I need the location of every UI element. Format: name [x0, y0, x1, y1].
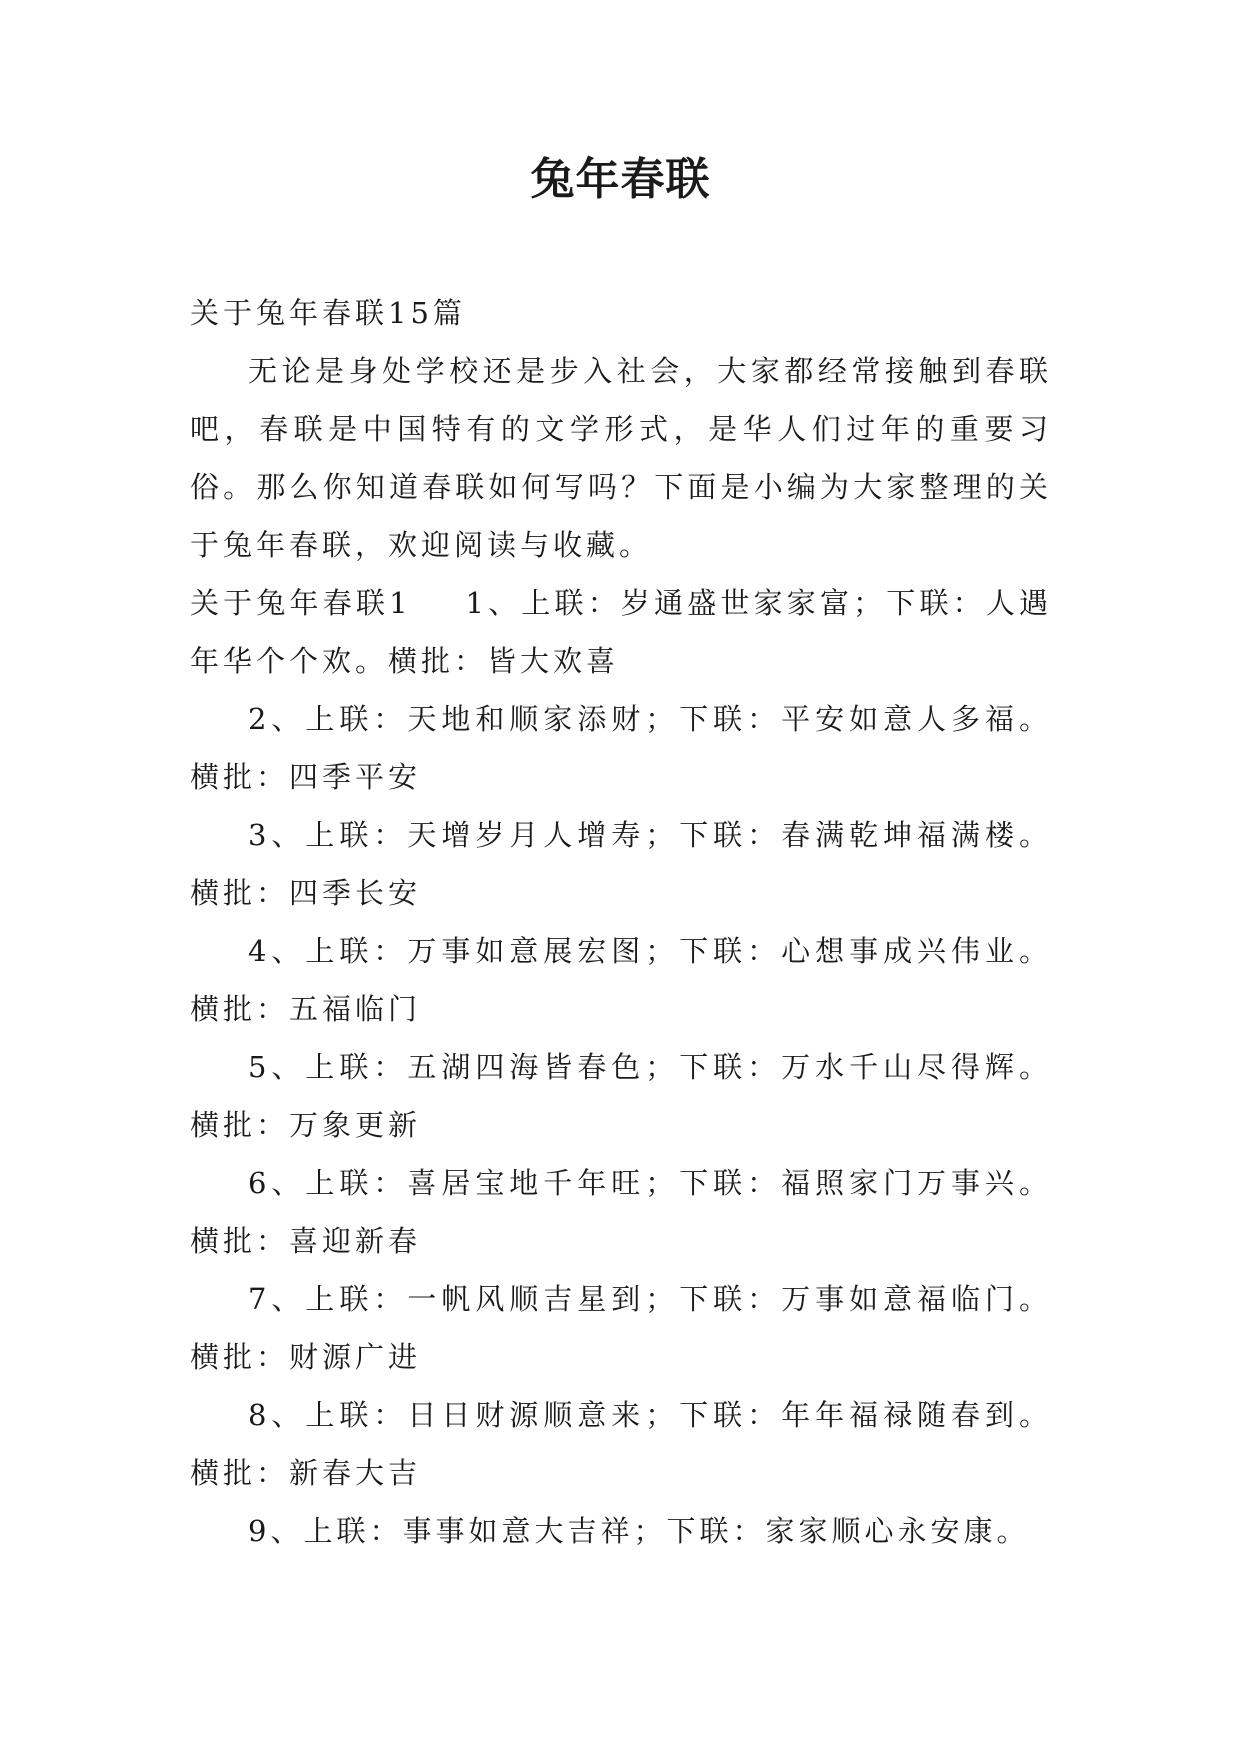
- section-heading: 关于兔年春联1: [190, 586, 412, 620]
- intro-paragraph: 无论是身处学校还是步入社会，大家都经常接触到春联吧，春联是中国特有的文学形式，是华人们过年的重要习俗。那么你知道春联如何写吗？下面是小编为大家整理的关于兔年春联，欢迎阅读与收藏。: [190, 354, 1052, 562]
- couplet-item-6: 6、上联：喜居宝地千年旺；下联：福照家门万事兴。横批：喜迎新春: [190, 1166, 1052, 1258]
- couplet-item-9: 9、上联：事事如意大吉祥；下联：家家顺心永安康。: [248, 1514, 1030, 1548]
- couplet-item-7: 7、上联：一帆风顺吉星到；下联：万事如意福临门。横批：财源广进: [190, 1282, 1052, 1374]
- couplet-item-8: 8、上联：日日财源顺意来；下联：年年福禄随春到。横批：新春大吉: [190, 1398, 1052, 1490]
- couplet-item-2: 2、上联：天地和顺家添财；下联：平安如意人多福。横批：四季平安: [190, 702, 1052, 794]
- couplet-item-1: 1、上联：岁通盛世家家富；下联：人遇年华个个欢。横批：皆大欢喜: [190, 586, 1053, 678]
- document-title: 兔年春联: [530, 154, 711, 205]
- couplet-item-5: 5、上联：五湖四海皆春色；下联：万水千山尽得辉。横批：万象更新: [190, 1050, 1052, 1142]
- couplet-item-3: 3、上联：天增岁月人增寿；下联：春满乾坤福满楼。横批：四季长安: [190, 818, 1052, 910]
- section-first-paragraph: [190, 574, 1052, 690]
- couplet-item-4: 4、上联：万事如意展宏图；下联：心想事成兴伟业。横批：五福临门: [190, 934, 1052, 1026]
- document-body: [190, 284, 1052, 1560]
- document-subtitle: 关于兔年春联15篇: [190, 296, 466, 330]
